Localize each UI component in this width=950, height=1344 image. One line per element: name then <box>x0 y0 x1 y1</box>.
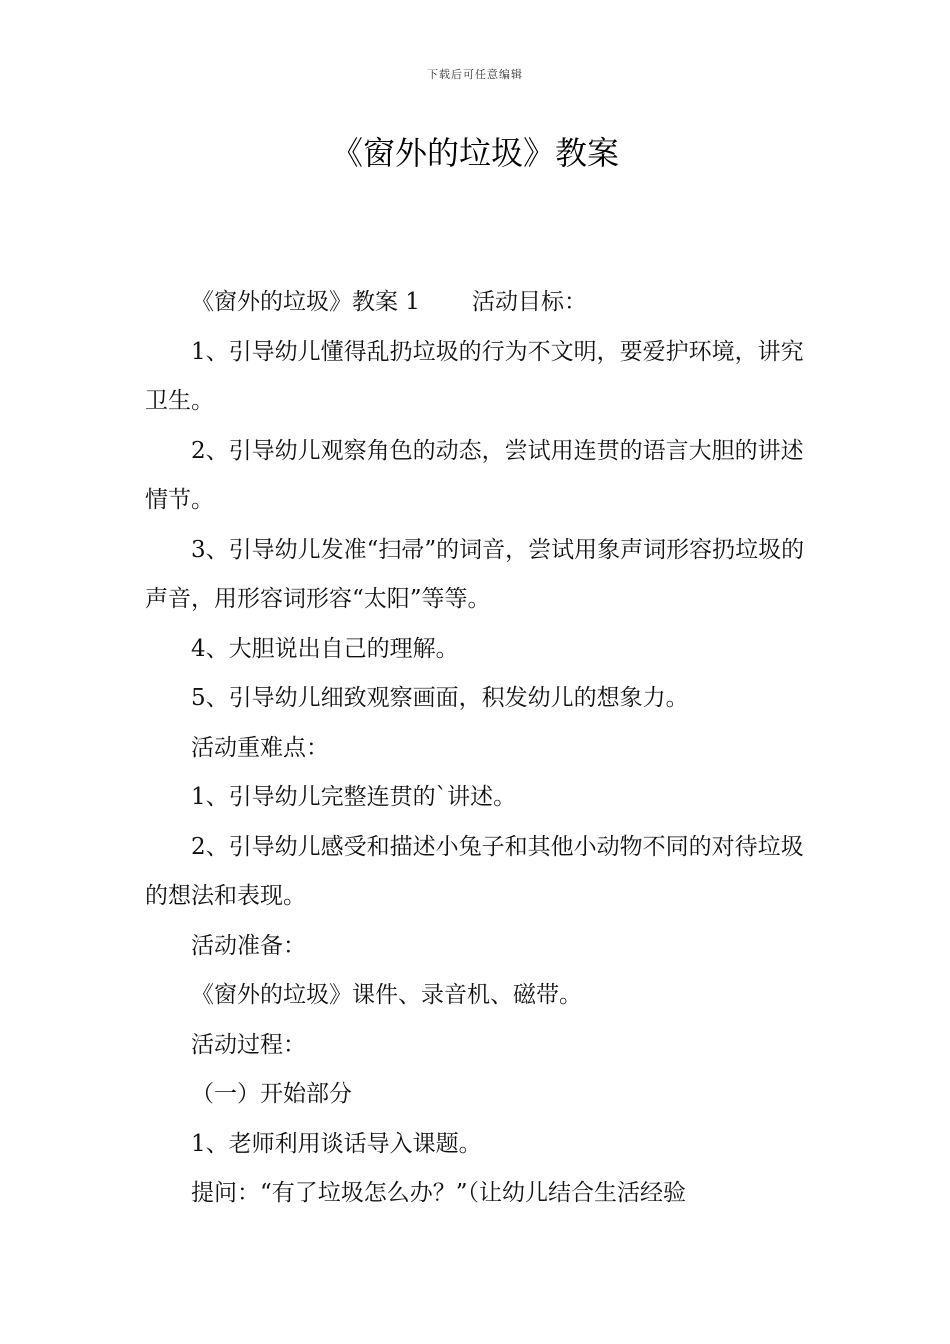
paragraph: 5、引导幼儿细致观察画面，积发幼儿的想象力。 <box>191 685 689 711</box>
section-heading: 活动准备： <box>191 932 306 959</box>
paragraph: 1、老师利用谈话导入课题。 <box>191 1130 482 1157</box>
header-note: 下载后可任意编辑 <box>427 68 523 81</box>
paragraph: 2、引导幼儿观察角色的动态，尝试用连贯的语言大胆的讲述情节。 <box>145 437 804 513</box>
document-title: 《窗外的垃圾》教案 <box>330 134 619 172</box>
section-heading: 活动过程： <box>191 1031 306 1058</box>
paragraph: 1、引导幼儿完整连贯的`讲述。 <box>191 784 517 810</box>
paragraph-intro <box>145 278 815 328</box>
section-heading: 活动重难点： <box>191 734 329 761</box>
document-body <box>145 278 815 1219</box>
sub-heading: （一）开始部分 <box>191 1081 352 1107</box>
intro-trail: 活动目标： <box>471 289 587 315</box>
paragraph: 2、引导幼儿感受和描述小兔子和其他小动物不同的对待垃圾的想法和表现。 <box>145 833 804 909</box>
paragraph: 1、引导幼儿懂得乱扔垃圾的行为不文明，要爱护环境，讲究卫生。 <box>145 338 804 414</box>
intro-lead: 《窗外的垃圾》教案 1 <box>191 289 420 315</box>
paragraph: 4、大胆说出自己的理解。 <box>191 635 459 662</box>
paragraph: 3、引导幼儿发准“扫帚”的词音，尝试用象声词形容扔垃圾的声音，用形容词形容“太阳”等等。 <box>145 536 805 612</box>
paragraph: 《窗外的垃圾》课件、录音机、磁带。 <box>191 982 582 1008</box>
paragraph: 提问：“有了垃圾怎么办？”（让幼儿结合生活经验 <box>191 1180 687 1206</box>
